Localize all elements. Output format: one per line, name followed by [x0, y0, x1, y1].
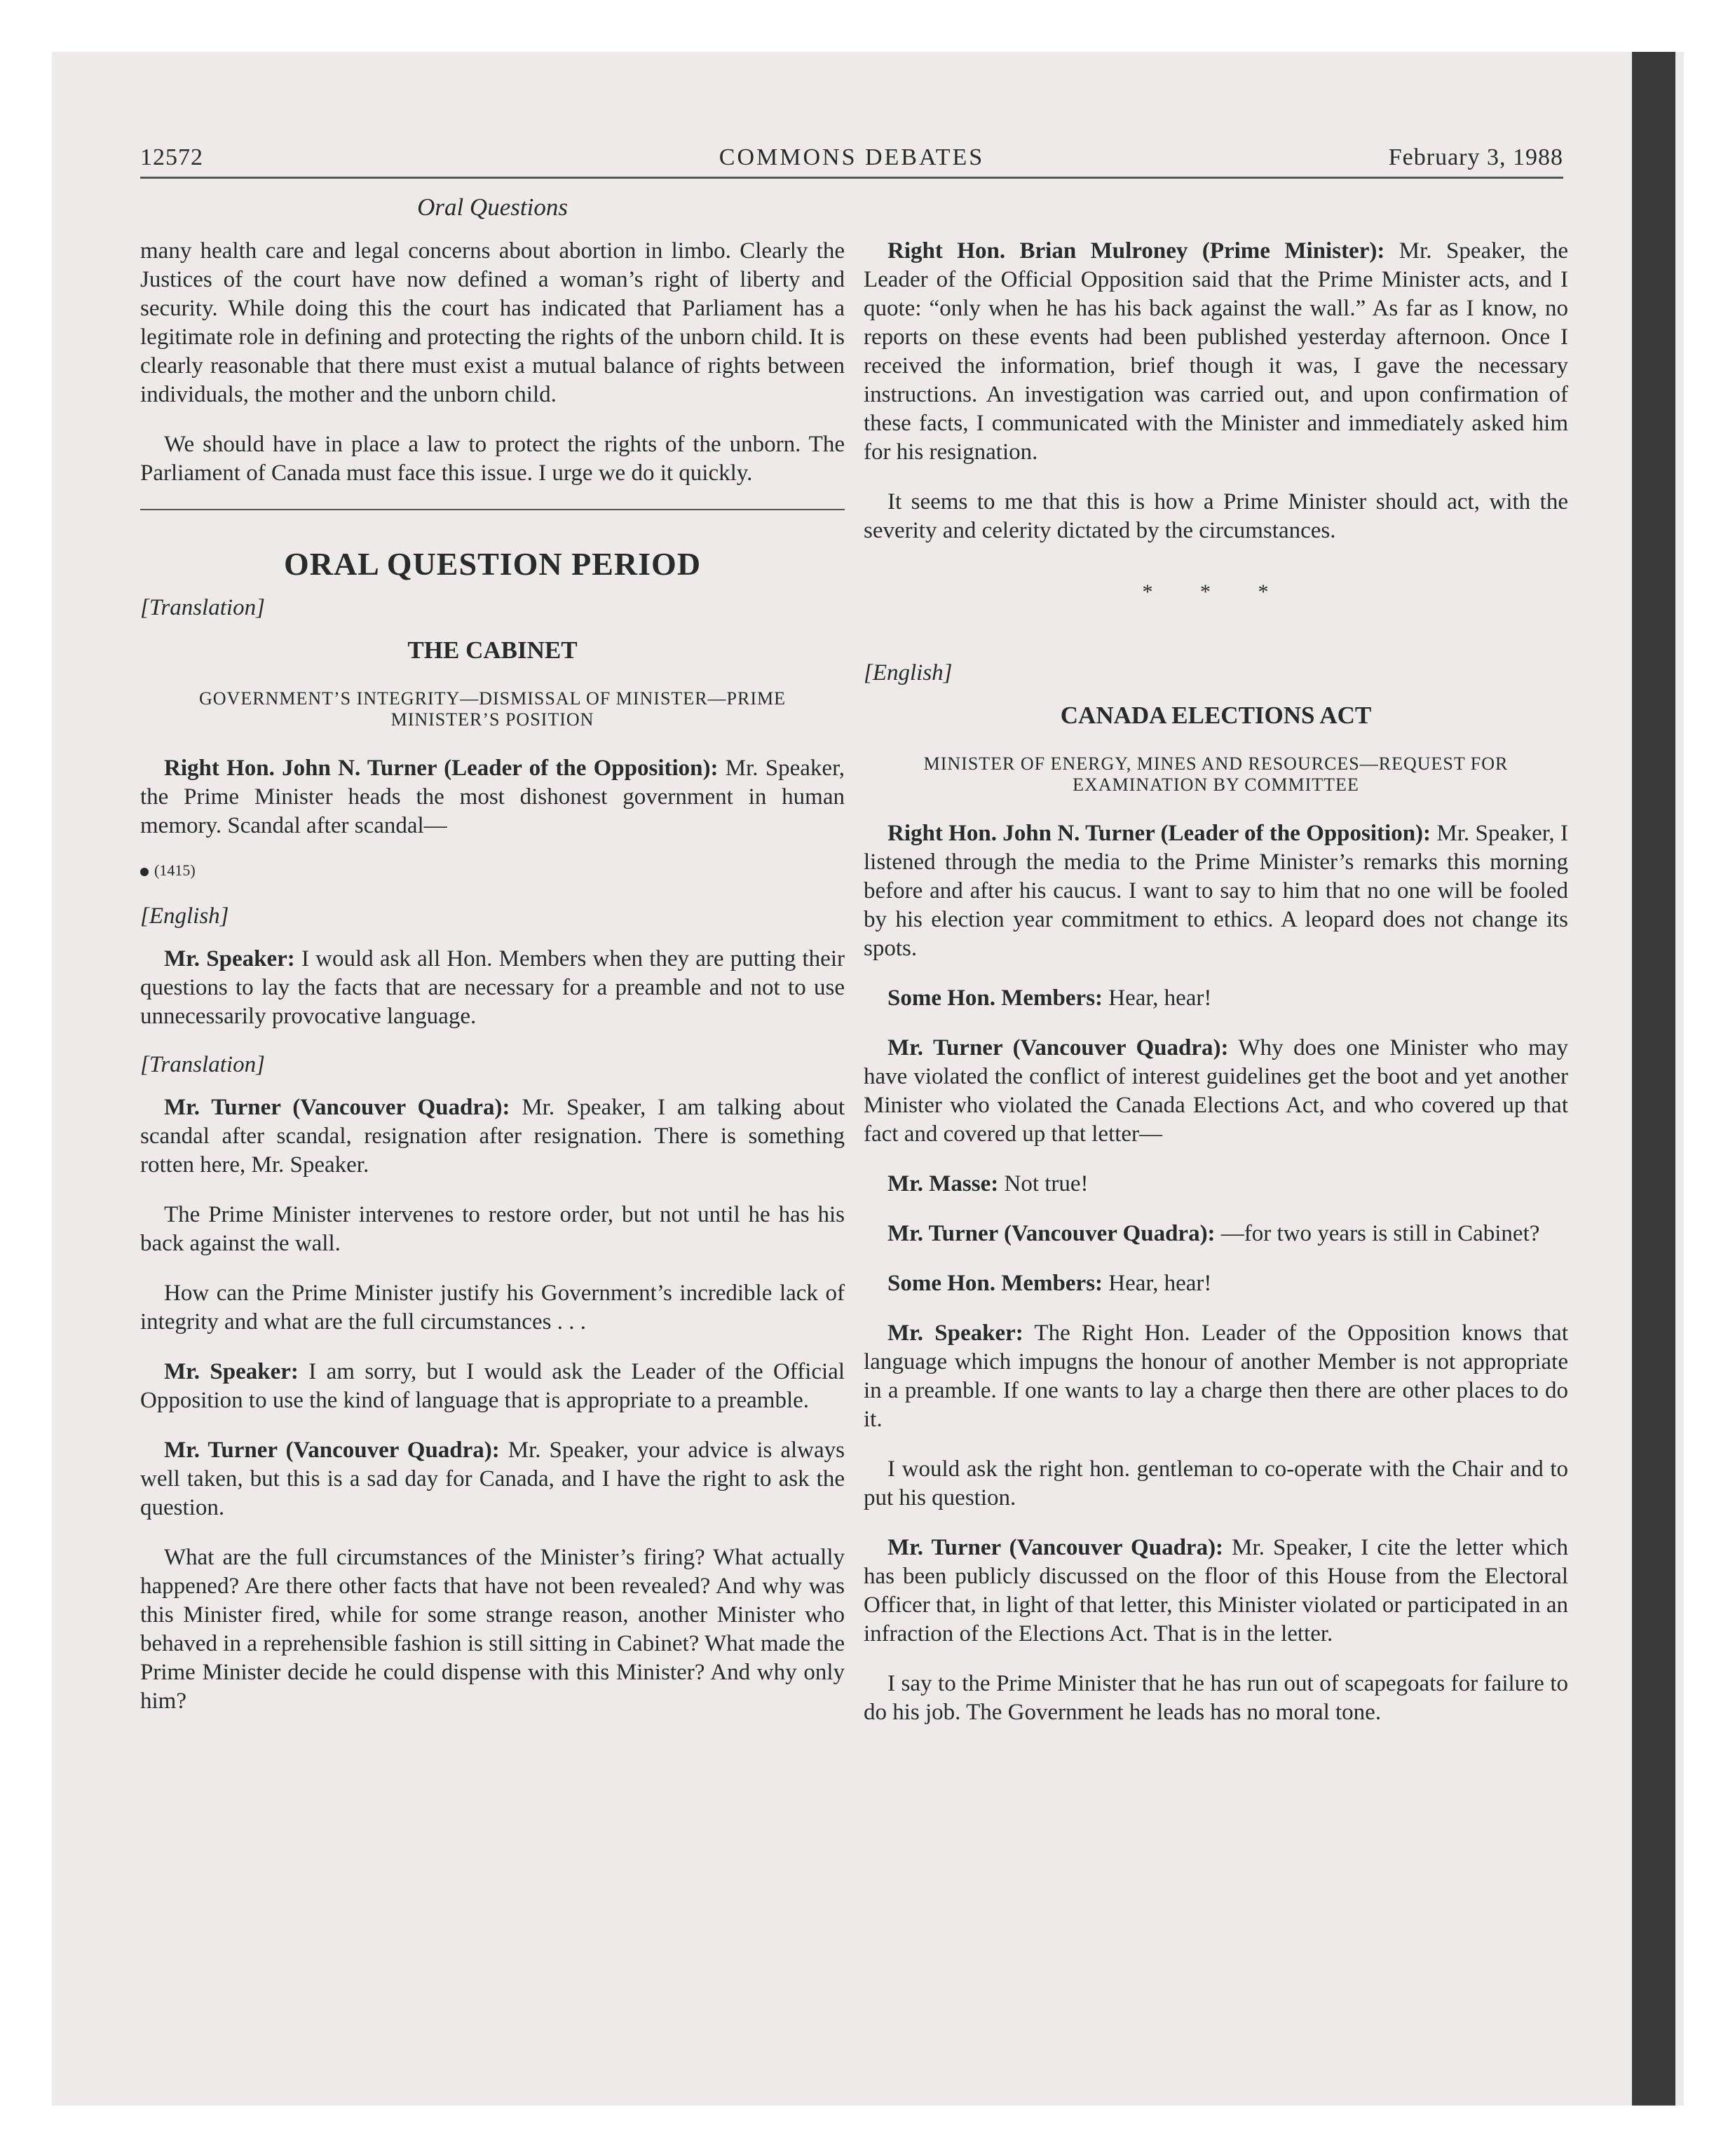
publication-title: COMMONS DEBATES — [719, 144, 985, 170]
publication-date: February 3, 1988 — [1388, 144, 1563, 170]
speech-text: Why does one Minister who may have violated the conflict of interest guidelines get the boot and yet another Minister who violated the Canada Elections Act, and who covered up that fact and covered up that letter— — [864, 1035, 1568, 1147]
speaker-name: Some Hon. Members: — [887, 985, 1103, 1011]
speaker-name: Mr. Turner (Vancouver Quadra): — [887, 1221, 1216, 1246]
page-header — [140, 144, 1563, 179]
speech — [140, 1358, 845, 1415]
topic-heading: CANADA ELECTIONS ACT — [1060, 702, 1372, 729]
right-column — [864, 237, 1568, 1748]
topic-subheading: MINISTER OF ENERGY, MINES AND RESOURCES—REQUEST FOR EXAMINATION BY COMMITTEE — [923, 753, 1509, 795]
speaker-name: Mr. Speaker: — [164, 946, 295, 971]
speech-text: Mr. Speaker, I cite the letter which has been publicly discussed on the floor of this House from the Electoral Officer that, in light of that letter, this Minister violated or participated in an infraction of the Elections Act. That is in the letter. — [864, 1535, 1569, 1646]
speech-text: Hear, hear! — [1103, 985, 1212, 1011]
speech-text: Hear, hear! — [1103, 1271, 1212, 1296]
speech — [140, 1093, 845, 1180]
page-number: 12572 — [140, 144, 203, 170]
speaker-name: Mr. Turner (Vancouver Quadra): — [164, 1095, 510, 1120]
speaker-name: Some Hon. Members: — [887, 1271, 1103, 1296]
bullet-icon — [140, 868, 149, 876]
speaker-name: Right Hon. John N. Turner (Leader of the Opposition): — [164, 756, 719, 781]
speech — [864, 984, 1568, 1013]
speech-text: Mr. Speaker, the Prime Minister heads the most dishonest government in human memory. Scandal after scandal— — [140, 756, 845, 838]
speech-text: Mr. Speaker, I listened through the media to the Prime Minister’s remarks this morning before and after his caucus. I want to say to him that no one will be fooled by his election year commitment to ethics. A leopard does not change its spots. — [864, 821, 1569, 961]
section-divider — [140, 509, 845, 510]
speech — [864, 1220, 1568, 1248]
language-note: [Translation] — [140, 595, 265, 620]
speaker-name: Mr. Speaker: — [887, 1321, 1023, 1346]
speaker-name: Mr. Turner (Vancouver Quadra): — [887, 1035, 1229, 1060]
time-marker-text: (1415) — [154, 861, 196, 879]
speech — [140, 754, 845, 840]
speech-text: —for two years is still in Cabinet? — [1215, 1221, 1540, 1246]
paragraph: It seems to me that this is how a Prime Minister should act, with the severity and celerity dictated by the circumstances. — [864, 489, 1568, 543]
paragraph: We should have in place a law to protect the rights of the unborn. The Parliament of Canada must face this issue. I urge we do it quickly. — [140, 432, 845, 486]
paragraph: The Prime Minister intervenes to restore order, but not until he has his back against the wall. — [140, 1202, 845, 1256]
section-title: ORAL QUESTION PERIOD — [283, 546, 702, 582]
speech — [864, 1319, 1568, 1434]
left-column — [140, 237, 845, 1737]
section-break-stars: * * * — [1142, 580, 1290, 603]
language-note: [English] — [140, 903, 229, 929]
speaker-name: Right Hon. John N. Turner (Leader of the Opposition): — [887, 821, 1431, 846]
speech-text: Mr. Speaker, the Leader of the Official Opposition said that the Prime Minister acts, and I quote: “only when he has his back against the wall.” As far as I know, no reports on these events had been published yesterday afternoon. Once I received the information, brief though it was, I gave the necessary instructions. An investigation was carried out, and upon confirmation of these facts, I communicated with the Minister and immediately asked him for his resignation. — [864, 238, 1568, 465]
language-note: [Translation] — [140, 1052, 265, 1077]
speech-text: The Right Hon. Leader of the Opposition knows that language which impugns the honour of another Member is not appropriate in a preamble. If one wants to lay a charge then there are other places to do it. — [864, 1321, 1568, 1432]
topic-heading: THE CABINET — [407, 636, 578, 664]
running-head: Oral Questions — [417, 193, 568, 221]
paragraph: I say to the Prime Minister that he has run out of scapegoats for failure to do his job. The Government he leads has no moral tone. — [864, 1671, 1568, 1725]
topic-subheading: GOVERNMENT’S INTEGRITY—DISMISSAL OF MINISTER—PRIME MINISTER’S POSITION — [199, 688, 786, 730]
speech — [864, 819, 1568, 963]
speaker-name: Right Hon. Brian Mulroney (Prime Minister): — [887, 238, 1385, 264]
speech — [864, 1170, 1568, 1199]
paragraph: many health care and legal concerns about abortion in limbo. Clearly the Justices of the court have now defined a woman’s right of liberty and security. While doing this the court has indicated that Parliament has a legitimate role in defining and protecting the rights of the unborn child. It is clearly reasonable that there must exist a mutual balance of rights between individuals, the mother and the unborn child. — [140, 238, 845, 407]
paragraph: What are the full circumstances of the Minister’s firing? What actually happened? Are there other facts that have not been revealed? And why was this Minister fired, while for some strange reason, another Minister who behaved in a reprehensible fashion is still sitting in Cabinet? What made the Prime Minister decide he could dispense with this Minister? And why only him? — [140, 1545, 845, 1714]
speech-text: I would ask all Hon. Members when they are putting their questions to lay the facts that are necessary for a preamble and not to use unnecessarily provocative language. — [140, 946, 845, 1029]
speaker-name: Mr. Turner (Vancouver Quadra): — [164, 1438, 500, 1463]
speech-text: Mr. Speaker, I am talking about scandal after scandal, resignation after resignation. There is something rotten here, Mr. Speaker. — [140, 1095, 845, 1178]
language-note: [English] — [864, 660, 953, 685]
speech-text: Not true! — [998, 1171, 1089, 1196]
speaker-name: Mr. Masse: — [887, 1171, 999, 1196]
paragraph: I would ask the right hon. gentleman to co-operate with the Chair and to put his question. — [864, 1456, 1568, 1510]
time-marker — [140, 861, 845, 880]
speech — [864, 1269, 1568, 1298]
scan-edge-shadow — [1632, 52, 1675, 2106]
speech — [864, 1534, 1568, 1649]
speech — [140, 1436, 845, 1522]
speech — [140, 945, 845, 1031]
speech — [864, 1034, 1568, 1149]
speaker-name: Mr. Speaker: — [164, 1359, 299, 1384]
speaker-name: Mr. Turner (Vancouver Quadra): — [887, 1535, 1224, 1560]
paragraph: How can the Prime Minister justify his Government’s incredible lack of integrity and what are the full circumstances . . . — [140, 1281, 845, 1335]
speech — [864, 237, 1568, 467]
speech-text: Mr. Speaker, your advice is always well taken, but this is a sad day for Canada, and I have the right to ask the question. — [140, 1438, 845, 1520]
speech-text: I am sorry, but I would ask the Leader of the Official Opposition to use the kind of language that is appropriate to a preamble. — [140, 1359, 845, 1413]
